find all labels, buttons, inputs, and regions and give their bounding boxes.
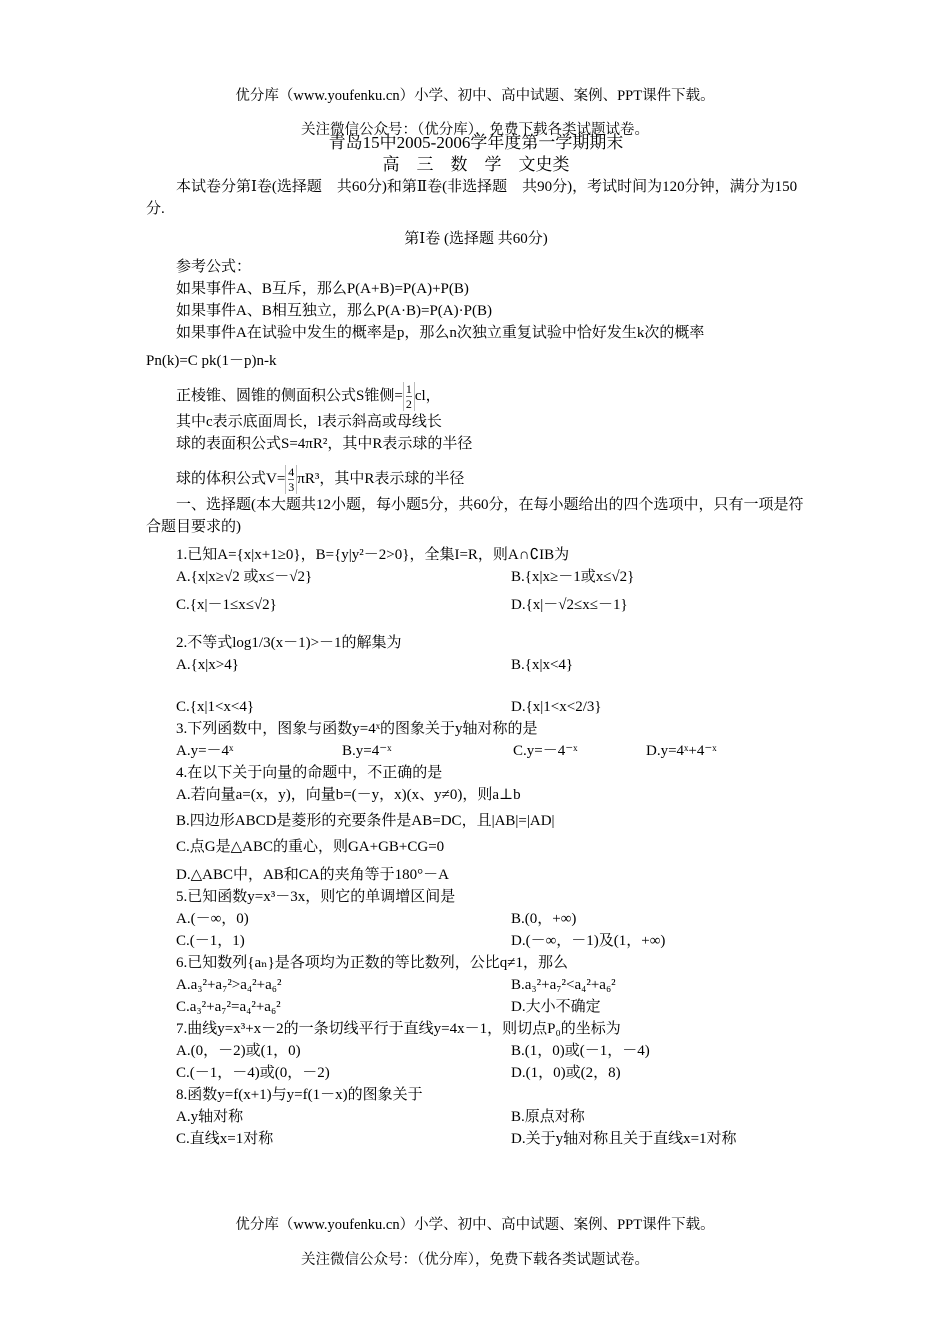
formula-sphere-volume: 球的体积公式V= $\frac{4}{3}$ πR³，其中R表示球的半径 [176,465,465,494]
question-2-stem: 2.不等式log1/3(x－1)>－1的解集为 [176,635,402,651]
question-7-stem: 7.曲线y=x³+x－2的一条切线平行于直线y=4x－1，则切点P₀的坐标为 [176,1021,621,1037]
header-line-2: 关注微信公众号：（优分库），免费下载各类试题试卷。 [301,122,649,138]
option-c: C.直线x=1对称 [176,1131,274,1147]
formula-lateral-area: 正棱锥、圆锥的侧面积公式S锥侧= $\frac{1}{2}$ cl， [176,382,441,411]
exam-title: 青岛15中2005-2006学年度第一学期期末 [328,133,624,152]
option-c: C.y=－4⁻ˣ [513,743,578,759]
fraction: $\frac{4}{3}$ [285,465,297,494]
question-2-options-ab [146,654,806,676]
formula-note: 其中c表示底面周长，l表示斜高或母线长 [176,414,442,430]
question-3-options [146,740,806,762]
question-1-options-ab [146,566,806,588]
option-b: B.原点对称 [511,1109,585,1125]
option-b: B.{x|x≥－1或x≤√2} [511,569,635,585]
exam-intro: 本试卷分第Ⅰ卷(选择题 共60分)和第Ⅱ卷(非选择题 共90分)，考试时间为120分钟，满分为150分. [146,179,798,217]
option-d: D.{x|－√2≤x≤－1} [511,597,628,613]
question-4-stem: 4.在以下关于向量的命题中，不正确的是 [176,765,443,781]
question-8-options-cd [146,1128,806,1150]
question-5-options-ab [146,908,806,930]
formula-binomial-text: 如果事件A在试验中发生的概率是p，那么n次独立重复试验中恰好发生k次的概率 [176,325,705,341]
option-d: D.(1，0)或(2，8) [511,1065,621,1081]
option-b: B.a₃²+a₇²<a₄²+a₆² [511,977,616,993]
question-8-stem: 8.函数y=f(x+1)与y=f(1－x)的图象关于 [176,1087,423,1103]
question-6-options-cd [146,996,806,1018]
question-5-options-cd [146,930,806,952]
option-a: A.y=－4ˣ [176,743,234,759]
option-b: B.(0，+∞) [511,911,577,927]
option-c: C.(－1，－4)或(0，－2) [176,1065,330,1081]
option-b: B.四边形ABCD是菱形的充要条件是AB=DC，且|AB|=|AD| [176,813,555,829]
formula-sphere-area: 球的表面积公式S=4πR²，其中R表示球的半径 [176,436,473,452]
formula-binomial: Pn(k)=C pk(1－p)n-k [146,353,277,369]
option-c: C.{x|1<x<4} [176,699,255,715]
option-a: A.y轴对称 [176,1109,244,1125]
option-d: D.△ABC中，AB和CA的夹角等于180°－A [176,867,449,883]
option-b: B.{x|x<4} [511,657,574,673]
option-a: A.(0，－2)或(1，0) [176,1043,301,1059]
option-b: B.(1，0)或(－1，－4) [511,1043,650,1059]
option-a: A.(－∞，0) [176,911,249,927]
question-1-stem: 1.已知A={x|x+1≥0}，B={y|y²－2>0}，全集I=R，则A∩∁IB为 [176,547,570,563]
footer-line-2: 关注微信公众号：（优分库），免费下载各类试题试卷。 [301,1252,649,1268]
option-c: C.(－1，1) [176,933,245,949]
fraction: $\frac{1}{2}$ [403,382,415,411]
option-c: C.点G是△ABC的重心，则GA+GB+CG=0 [176,839,445,855]
option-d: D.关于y轴对称且关于直线x=1对称 [511,1131,737,1147]
option-d: D.(－∞，－1)及(1，+∞) [511,933,666,949]
option-b: B.y=4⁻ˣ [342,743,392,759]
formula-independent: 如果事件A、B相互独立，那么P(A·B)=P(A)·P(B) [176,303,492,319]
formula-exclusive: 如果事件A、B互斥，那么P(A+B)=P(A)+P(B) [176,281,469,297]
question-8-options-ab [146,1106,806,1128]
question-2-options-cd [146,696,806,718]
exam-subtitle: 高 三 数 学 文史类 [382,155,570,174]
section-title: 第Ⅰ卷 (选择题 共60分) [404,231,548,247]
question-3-stem: 3.下列函数中，图象与函数y=4ˣ的图象关于y轴对称的是 [176,721,538,737]
formula-heading: 参考公式： [176,259,252,275]
question-5-stem: 5.已知函数y=x³－3x，则它的单调增区间是 [176,889,456,905]
question-7-options-cd [146,1062,806,1084]
header-line-1: 优分库（www.youfenku.cn）小学、初中、高中试题、案例、PPT课件下载。 [235,88,715,104]
option-c: C.a₃²+a₇²=a₄²+a₆² [176,999,281,1015]
question-7-options-ab [146,1040,806,1062]
option-d: D.y=4ˣ+4⁻ˣ [646,743,717,759]
option-d: D.大小不确定 [511,999,601,1015]
part-one-instructions: 一、选择题(本大题共12小题，每小题5分，共60分，在每小题给出的四个选项中，只有一项是符合题目要求的) [146,497,804,535]
option-c: C.{x|－1≤x≤√2} [176,597,277,613]
question-6-options-ab [146,974,806,996]
option-a: A.{x|x≥√2 或x≤－√2} [176,569,313,585]
exam-page [146,132,806,1150]
option-a: A.若向量a=(x，y)，向量b=(－y，x)(x、y≠0)，则a⊥b [176,787,521,803]
option-a: A.{x|x>4} [176,657,239,673]
option-d: D.{x|1<x<2/3} [511,699,602,715]
option-a: A.a₃²+a₇²>a₄²+a₆² [176,977,282,993]
question-1-options-cd [146,594,806,616]
question-6-stem: 6.已知数列{aₙ}是各项均为正数的等比数列，公比q≠1，那么 [176,955,569,971]
footer-line-1: 优分库（www.youfenku.cn）小学、初中、高中试题、案例、PPT课件下载。 [235,1217,715,1233]
